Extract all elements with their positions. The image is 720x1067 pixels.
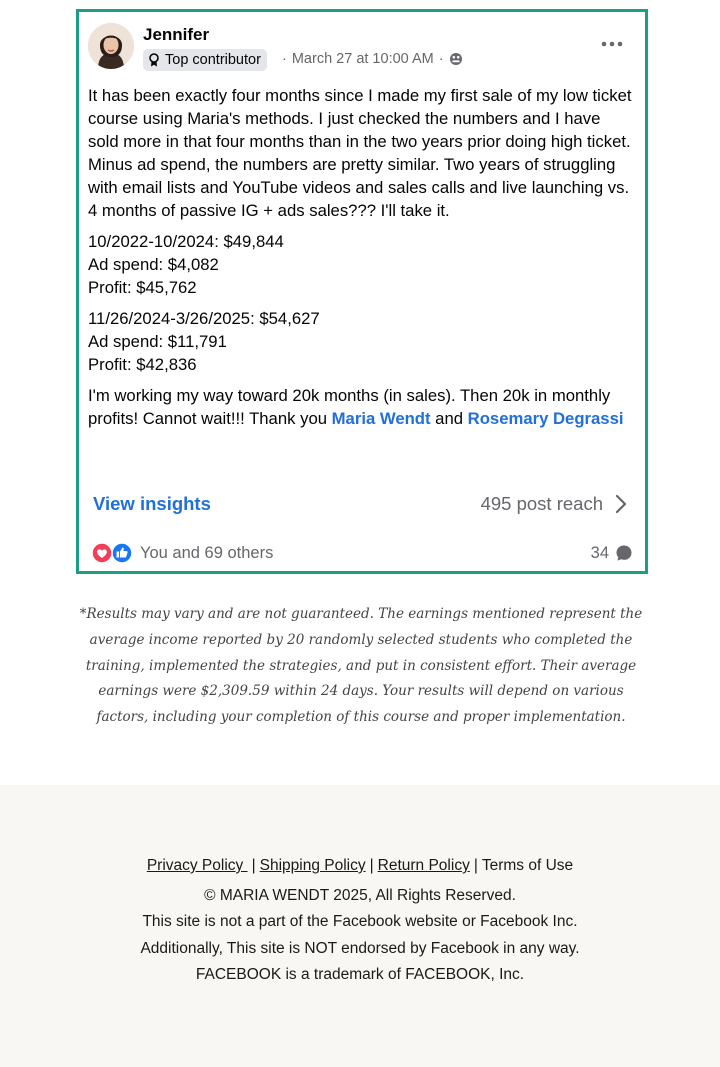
footer-legal xyxy=(0,883,720,988)
like-reaction-icon xyxy=(111,542,133,564)
post-meta xyxy=(282,51,463,67)
reactions-text: You and 69 others xyxy=(140,543,274,562)
earnings-period-2: 11/26/2024-3/26/2025: $54,627 xyxy=(88,309,320,328)
comments-summary[interactable] xyxy=(591,544,633,563)
profit-1: Profit: $45,762 xyxy=(88,278,197,297)
facebook-disclaimer-1: This site is not a part of the Facebook website or Facebook Inc. xyxy=(142,913,578,931)
footer-links xyxy=(0,857,720,875)
contributor-badge-icon xyxy=(148,53,160,67)
earnings-block-2 xyxy=(88,307,633,376)
earnings-period-1: 10/2022-10/2024: $49,844 xyxy=(88,232,284,251)
footer-separator-1: | xyxy=(251,857,256,874)
post-reach[interactable] xyxy=(481,493,627,515)
site-footer xyxy=(0,785,720,1067)
more-options-icon[interactable] xyxy=(601,40,623,48)
earnings-block-1 xyxy=(88,230,633,299)
heart-reaction-icon xyxy=(91,542,113,564)
post-reach-text: 495 post reach xyxy=(480,493,603,514)
copyright-text: © MARIA WENDT 2025, All Rights Reserved. xyxy=(204,887,516,904)
ad-spend-2: Ad spend: $11,791 xyxy=(88,332,227,351)
footer-separator-3: | xyxy=(473,857,478,874)
closing-text: I'm working my way toward 20k months (in sales). Then 20k in monthly profits! Cannot wait!!! Thank you xyxy=(88,386,611,428)
terms-of-use[interactable]: Terms of Use xyxy=(481,857,574,874)
facebook-disclaimer-2: Additionally, This site is NOT endorsed by Facebook in any way. xyxy=(140,939,580,957)
profit-2: Profit: $42,836 xyxy=(88,355,197,374)
author-name[interactable]: Jennifer xyxy=(143,25,210,44)
post-paragraph-1: It has been exactly four months since I made my first sale of my low ticket course using Maria's methods. I just checked the numbers and I have sold more in that four months than in the two years prior doing high ticket. Minus ad spend, the numbers are pretty similar. Two years of struggling with email lists and YouTube videos and sales calls and live launching vs. 4 months of passive IG + ads sales??? I'll take it. xyxy=(88,86,632,220)
reactions-row xyxy=(91,540,633,566)
privacy-policy-link[interactable]: Privacy Policy xyxy=(146,857,248,874)
reactions-summary[interactable] xyxy=(91,542,273,564)
closing-and: and xyxy=(430,409,468,428)
post-closing xyxy=(88,384,633,430)
meta-dot: · xyxy=(282,51,287,67)
testimonial-post-card xyxy=(76,9,648,574)
post-body xyxy=(88,84,633,430)
badge-label: Top contributor xyxy=(165,52,261,68)
mention-maria-wendt[interactable]: Maria Wendt xyxy=(331,409,431,428)
top-contributor-badge[interactable] xyxy=(143,49,267,71)
mention-rosemary-degrassi[interactable]: Rosemary Degrassi xyxy=(467,409,624,428)
view-insights-link[interactable]: View insights xyxy=(93,493,211,514)
avatar-image xyxy=(88,23,134,69)
results-disclaimer: *Results may vary and are not guaranteed. The earnings mentioned represent the average income reported by 20 randomly selected students who completed the training, implemented the strategies, and put in consistent effort. Their average earnings were $2,309.59 within 24 days. Your results will depend on various factors, including your completion of this course and proper implementation. xyxy=(79,606,643,726)
comments-count: 34 xyxy=(590,543,609,562)
shipping-policy-link[interactable]: Shipping Policy xyxy=(259,857,366,874)
chevron-right-icon xyxy=(615,494,627,514)
insights-row[interactable] xyxy=(93,490,627,518)
return-policy-link[interactable]: Return Policy xyxy=(377,857,470,874)
comment-icon xyxy=(615,544,633,562)
author-avatar[interactable] xyxy=(88,23,134,69)
ad-spend-1: Ad spend: $4,082 xyxy=(88,255,219,274)
globe-icon xyxy=(449,52,463,66)
facebook-trademark: FACEBOOK is a trademark of FACEBOOK, Inc. xyxy=(195,965,525,983)
meta-dot-2: · xyxy=(438,51,444,67)
post-timestamp[interactable]: March 27 at 10:00 AM xyxy=(291,51,434,67)
reaction-icons xyxy=(91,542,135,564)
footer-separator-2: | xyxy=(369,857,374,874)
